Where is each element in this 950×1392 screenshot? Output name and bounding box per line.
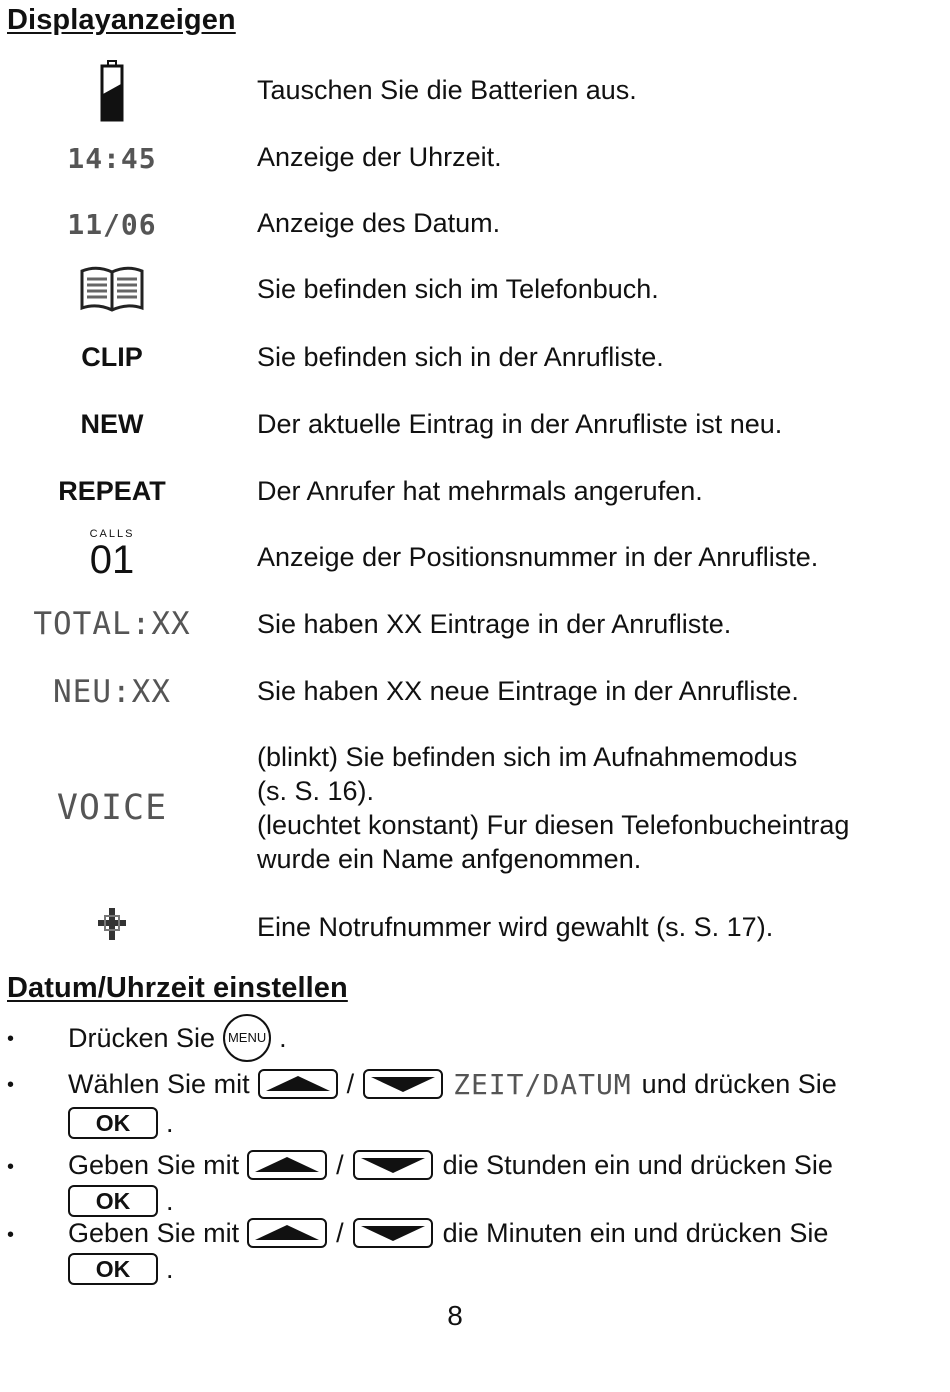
- ok-key-icon: OK: [68, 1253, 158, 1285]
- display-row-voice: [0, 740, 950, 880]
- emergency-cross-icon: [0, 902, 224, 946]
- display-row-total: [0, 602, 950, 646]
- display-row-repeat: [0, 471, 950, 511]
- repeat-label: REPEAT: [58, 475, 166, 506]
- row-description: Eine Notrufnummer wird gewahlt (s. S. 17).: [257, 912, 774, 942]
- step-3: • Geben Sie mit / die Stunden ein und drücken Sie OK .: [7, 1149, 833, 1216]
- down-arrow-key-icon: [353, 1150, 433, 1180]
- bullet: •: [7, 1028, 15, 1050]
- up-arrow-key-icon: [247, 1150, 327, 1180]
- row-description: Sie haben XX neue Eintrage in der Anrufliste.: [257, 676, 799, 706]
- up-arrow-key-icon: [258, 1069, 338, 1099]
- menu-key-icon: MENU: [223, 1014, 271, 1062]
- display-row-new: [0, 404, 950, 444]
- section-title-datum-uhrzeit: Datum/Uhrzeit einstellen: [7, 972, 348, 1004]
- display-row-neu: [0, 670, 950, 714]
- section-title-displayanzeigen: Displayanzeigen: [7, 4, 236, 36]
- ok-key-icon: OK: [68, 1107, 158, 1139]
- display-row-battery: [0, 58, 950, 124]
- up-arrow-key-icon: [247, 1218, 327, 1248]
- zeit-datum-display: ZEIT/DATUM: [453, 1067, 632, 1101]
- total-count-display: TOTAL:XX: [33, 606, 191, 642]
- row-description: Sie befinden sich im Telefonbuch.: [257, 274, 659, 304]
- step-2: • Wählen Sie mit / ZEIT/DATUM und drücken Sie OK .: [7, 1067, 837, 1138]
- date-display-icon: 11/06: [67, 207, 157, 241]
- new-count-display: NEU:XX: [53, 674, 171, 710]
- voice-display: VOICE: [56, 788, 168, 828]
- time-display-icon: 14:45: [67, 141, 157, 175]
- row-description: Der aktuelle Eintrag in der Anrufliste ist neu.: [257, 409, 783, 439]
- row-description: Tauschen Sie die Batterien aus.: [257, 75, 637, 105]
- row-description: Anzeige der Positionsnummer in der Anrufliste.: [257, 542, 819, 572]
- step-4: • Geben Sie mit / die Minuten ein und drücken Sie OK .: [7, 1217, 829, 1284]
- bullet: •: [7, 1224, 15, 1246]
- row-description: Anzeige des Datum.: [257, 208, 501, 238]
- display-row-calls: [0, 526, 950, 582]
- clip-label: CLIP: [81, 341, 143, 372]
- down-arrow-key-icon: [363, 1069, 443, 1099]
- row-description: Sie haben XX Eintrage in der Anrufliste.: [257, 609, 732, 639]
- step-1: • Drücken Sie MENU .: [0, 1014, 950, 1064]
- battery-low-icon: [0, 58, 224, 124]
- display-row-phonebook: [0, 262, 950, 316]
- row-description: (blinkt) Sie befinden sich im Aufnahmemodus (s. S. 16). (leuchtet konstant) Fur diesen Telefonbucheintrag wurde ein Name anfgenommen.: [257, 742, 850, 874]
- display-row-clip: [0, 337, 950, 377]
- bullet: •: [7, 1156, 15, 1178]
- ok-key-icon: OK: [68, 1185, 158, 1217]
- display-row-time: [0, 138, 950, 178]
- display-row-date: [0, 204, 950, 244]
- row-description: Sie befinden sich in der Anrufliste.: [257, 342, 664, 372]
- bullet: •: [7, 1074, 15, 1096]
- down-arrow-key-icon: [353, 1218, 433, 1248]
- row-description: Anzeige der Uhrzeit.: [257, 142, 502, 172]
- row-description: Der Anrufer hat mehrmals angerufen.: [257, 476, 703, 506]
- calls-counter-icon: CALLS 01: [89, 528, 135, 582]
- page-number: 8: [447, 1300, 463, 1331]
- display-row-emergency: [0, 902, 950, 946]
- phonebook-icon: [0, 262, 224, 316]
- new-label: NEW: [80, 408, 144, 439]
